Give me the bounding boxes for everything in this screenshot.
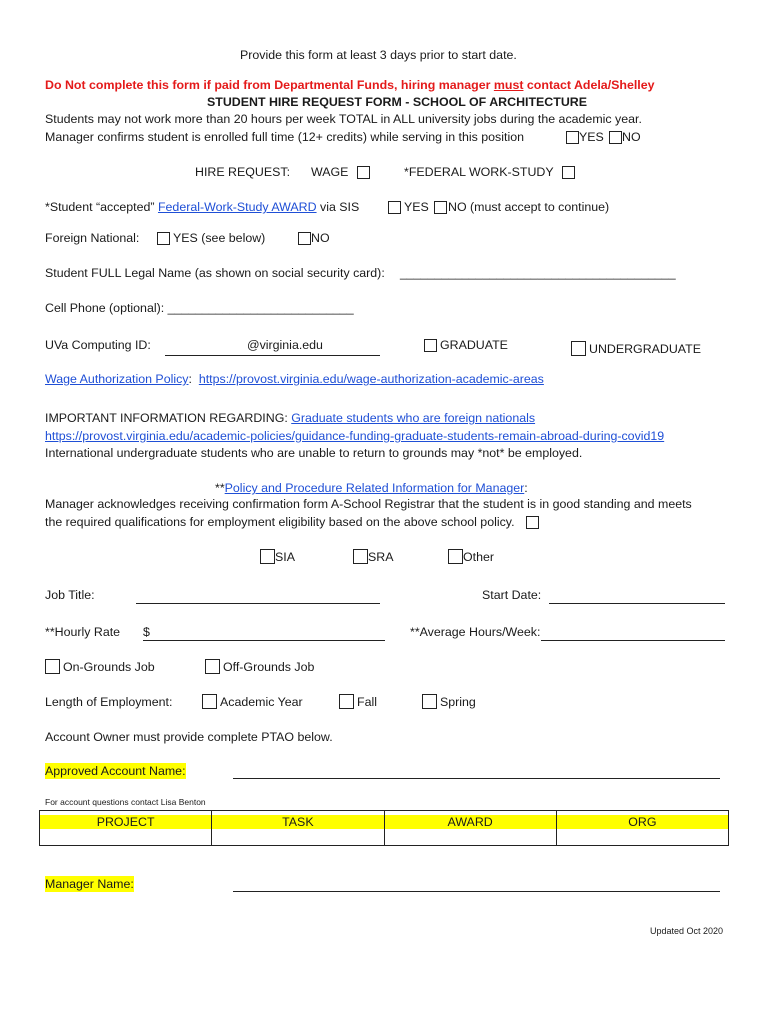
manager-name-field[interactable] xyxy=(233,891,720,892)
warning-prefix: Do Not complete this form if paid from Departmental Funds, hiring manager xyxy=(45,78,494,92)
fws-award-prefix: *Student “accepted” xyxy=(45,200,158,214)
approved-account-field[interactable] xyxy=(233,778,720,779)
fws-award-yes-label: YES xyxy=(404,200,429,214)
spring-label: Spring xyxy=(440,695,476,709)
acknowledgement-text: the required qualifications for employment eligibility based on the above school policy. xyxy=(45,515,515,529)
enrolled-no-checkbox[interactable] xyxy=(609,131,622,144)
job-title-field[interactable] xyxy=(136,603,380,604)
manager-policy-link[interactable]: Policy and Procedure Related Information for Manager xyxy=(224,481,525,495)
enrolled-no-label: NO xyxy=(622,130,641,144)
fws-checkbox[interactable] xyxy=(562,166,575,179)
on-grounds-option xyxy=(45,659,155,675)
other-label: Other xyxy=(463,550,494,564)
dollar-sign: $ xyxy=(143,625,150,639)
enrollment-confirmation-text: Manager confirms student is enrolled full time (12+ credits) while serving in this position xyxy=(45,130,524,144)
other-checkbox[interactable] xyxy=(448,549,463,564)
hourly-rate-label: **Hourly Rate xyxy=(45,625,121,639)
project-cell[interactable] xyxy=(40,811,212,845)
start-date-field[interactable] xyxy=(549,603,725,604)
graduate-checkbox[interactable] xyxy=(424,339,437,352)
approved-account-label: Approved Account Name: xyxy=(45,764,186,778)
account-contact-note: For account questions contact Lisa Benton xyxy=(45,797,206,807)
start-date-label: Start Date: xyxy=(482,588,542,602)
off-grounds-option xyxy=(205,659,314,675)
on-grounds-label: On-Grounds Job xyxy=(63,660,155,674)
academic-year-option xyxy=(202,694,303,710)
foreign-graduate-link[interactable]: Graduate students who are foreign nationals xyxy=(291,411,536,425)
sia-option xyxy=(260,549,295,565)
sra-label: SRA xyxy=(368,550,394,564)
computing-id-domain: @virginia.edu xyxy=(247,338,323,352)
award-cell[interactable] xyxy=(385,811,557,845)
org-header: ORG xyxy=(557,815,728,829)
legal-name-label: Student FULL Legal Name (as shown on social security card): xyxy=(45,266,385,280)
sia-checkbox[interactable] xyxy=(260,549,275,564)
project-header: PROJECT xyxy=(40,815,211,829)
fws-award-link[interactable]: Federal-Work-Study AWARD xyxy=(157,200,317,214)
task-header: TASK xyxy=(212,815,383,829)
warning-suffix: contact Adela/Shelley xyxy=(523,78,655,92)
important-prefix: IMPORTANT INFORMATION REGARDING: xyxy=(45,411,292,425)
academic-year-label: Academic Year xyxy=(220,695,303,709)
fws-award-no-label: NO (must accept to continue) xyxy=(448,200,610,214)
covid-guidance-url[interactable]: https://provost.virginia.edu/academic-policies/guidance-funding-graduate-students-remain-abroad-during-covid19 xyxy=(45,429,665,443)
manager-acknowledgement-line1: Manager acknowledges receiving confirmation form A-School Registrar that the student is in good standing and meets xyxy=(45,497,692,511)
important-info-line xyxy=(45,410,535,426)
sia-label: SIA xyxy=(275,550,295,564)
enrolled-yes-option xyxy=(566,129,604,145)
manager-name-label: Manager Name: xyxy=(45,877,134,891)
enrolled-yes-label: YES xyxy=(579,130,604,144)
policy-line xyxy=(215,480,528,496)
graduate-option xyxy=(424,337,508,353)
wage-checkbox[interactable] xyxy=(357,166,370,179)
fws-award-no-option xyxy=(434,199,609,215)
average-hours-label: **Average Hours/Week: xyxy=(410,625,541,639)
undergraduate-checkbox[interactable] xyxy=(571,341,586,356)
off-grounds-label: Off-Grounds Job xyxy=(223,660,315,674)
award-header: AWARD xyxy=(385,815,556,829)
academic-year-checkbox[interactable] xyxy=(202,694,217,709)
length-of-employment-label: Length of Employment: xyxy=(45,695,173,709)
wage-option xyxy=(311,164,370,180)
enrolled-no-option xyxy=(609,129,641,145)
on-grounds-checkbox[interactable] xyxy=(45,659,60,674)
hourly-rate-field[interactable] xyxy=(143,640,385,641)
computing-id-field[interactable] xyxy=(165,355,380,356)
ptao-note: Account Owner must provide complete PTAO below. xyxy=(45,730,333,744)
other-option xyxy=(448,549,494,565)
fall-checkbox[interactable] xyxy=(339,694,354,709)
foreign-no-option xyxy=(298,230,330,246)
acknowledgement-checkbox[interactable] xyxy=(526,516,539,529)
computing-id-label: UVa Computing ID: xyxy=(45,338,151,352)
wage-policy-line xyxy=(45,371,544,387)
fws-award-no-checkbox[interactable] xyxy=(434,201,447,214)
fall-label: Fall xyxy=(357,695,377,709)
foreign-national-label: Foreign National: xyxy=(45,231,140,245)
wage-label: WAGE xyxy=(311,165,349,179)
wage-policy-url[interactable]: https://provost.virginia.edu/wage-authorization-academic-areas xyxy=(198,372,544,386)
fall-option xyxy=(339,694,377,710)
foreign-yes-label: YES (see below) xyxy=(173,231,266,245)
average-hours-field[interactable] xyxy=(541,640,725,641)
task-cell[interactable] xyxy=(212,811,384,845)
fws-award-yes-checkbox[interactable] xyxy=(388,201,401,214)
notice-text: Provide this form at least 3 days prior to start date. xyxy=(240,48,517,62)
fws-label: *FEDERAL WORK-STUDY xyxy=(404,165,554,179)
hire-request-label: HIRE REQUEST: xyxy=(195,165,291,179)
graduate-label: GRADUATE xyxy=(440,338,508,352)
enrolled-yes-checkbox[interactable] xyxy=(566,131,579,144)
foreign-no-label: NO xyxy=(311,231,330,245)
undergraduate-option xyxy=(571,339,701,356)
hours-limit-text: Students may not work more than 20 hours per week TOTAL in ALL university jobs during the academic year. xyxy=(45,112,642,126)
cell-phone-field[interactable]: Cell Phone (optional): ___________________________ xyxy=(45,301,354,315)
fws-option xyxy=(404,164,575,180)
manager-acknowledgement-line2 xyxy=(45,514,539,530)
fws-award-line xyxy=(45,199,359,215)
foreign-yes-checkbox[interactable] xyxy=(157,232,170,245)
foreign-yes-option xyxy=(157,230,265,246)
spring-option xyxy=(422,694,476,710)
sra-checkbox[interactable] xyxy=(353,549,368,564)
wage-policy-colon: : xyxy=(188,372,192,386)
fws-award-yes-option xyxy=(388,199,429,215)
wage-policy-link[interactable]: Wage Authorization Policy xyxy=(45,372,189,386)
sra-option xyxy=(353,549,393,565)
updated-date: Updated Oct 2020 xyxy=(650,926,724,936)
form-title: STUDENT HIRE REQUEST FORM - SCHOOL OF ARCHITECTURE xyxy=(207,95,587,109)
undergraduate-label: UNDERGRADUATE xyxy=(589,342,701,356)
funding-warning xyxy=(45,77,655,93)
foreign-no-checkbox[interactable] xyxy=(298,232,311,245)
org-cell[interactable] xyxy=(557,811,728,845)
policy-suffix: : xyxy=(524,481,528,495)
off-grounds-checkbox[interactable] xyxy=(205,659,220,674)
spring-checkbox[interactable] xyxy=(422,694,437,709)
legal-name-field[interactable]: ________________________________________ xyxy=(400,266,676,280)
fws-award-suffix: via SIS xyxy=(316,200,360,214)
job-title-label: Job Title: xyxy=(45,588,95,602)
undergraduate-note: International undergraduate students who are unable to return to grounds may *not* be employed. xyxy=(45,446,583,460)
policy-prefix: ** xyxy=(215,481,225,495)
warning-must: must xyxy=(493,78,524,92)
ptao-table xyxy=(39,810,729,846)
